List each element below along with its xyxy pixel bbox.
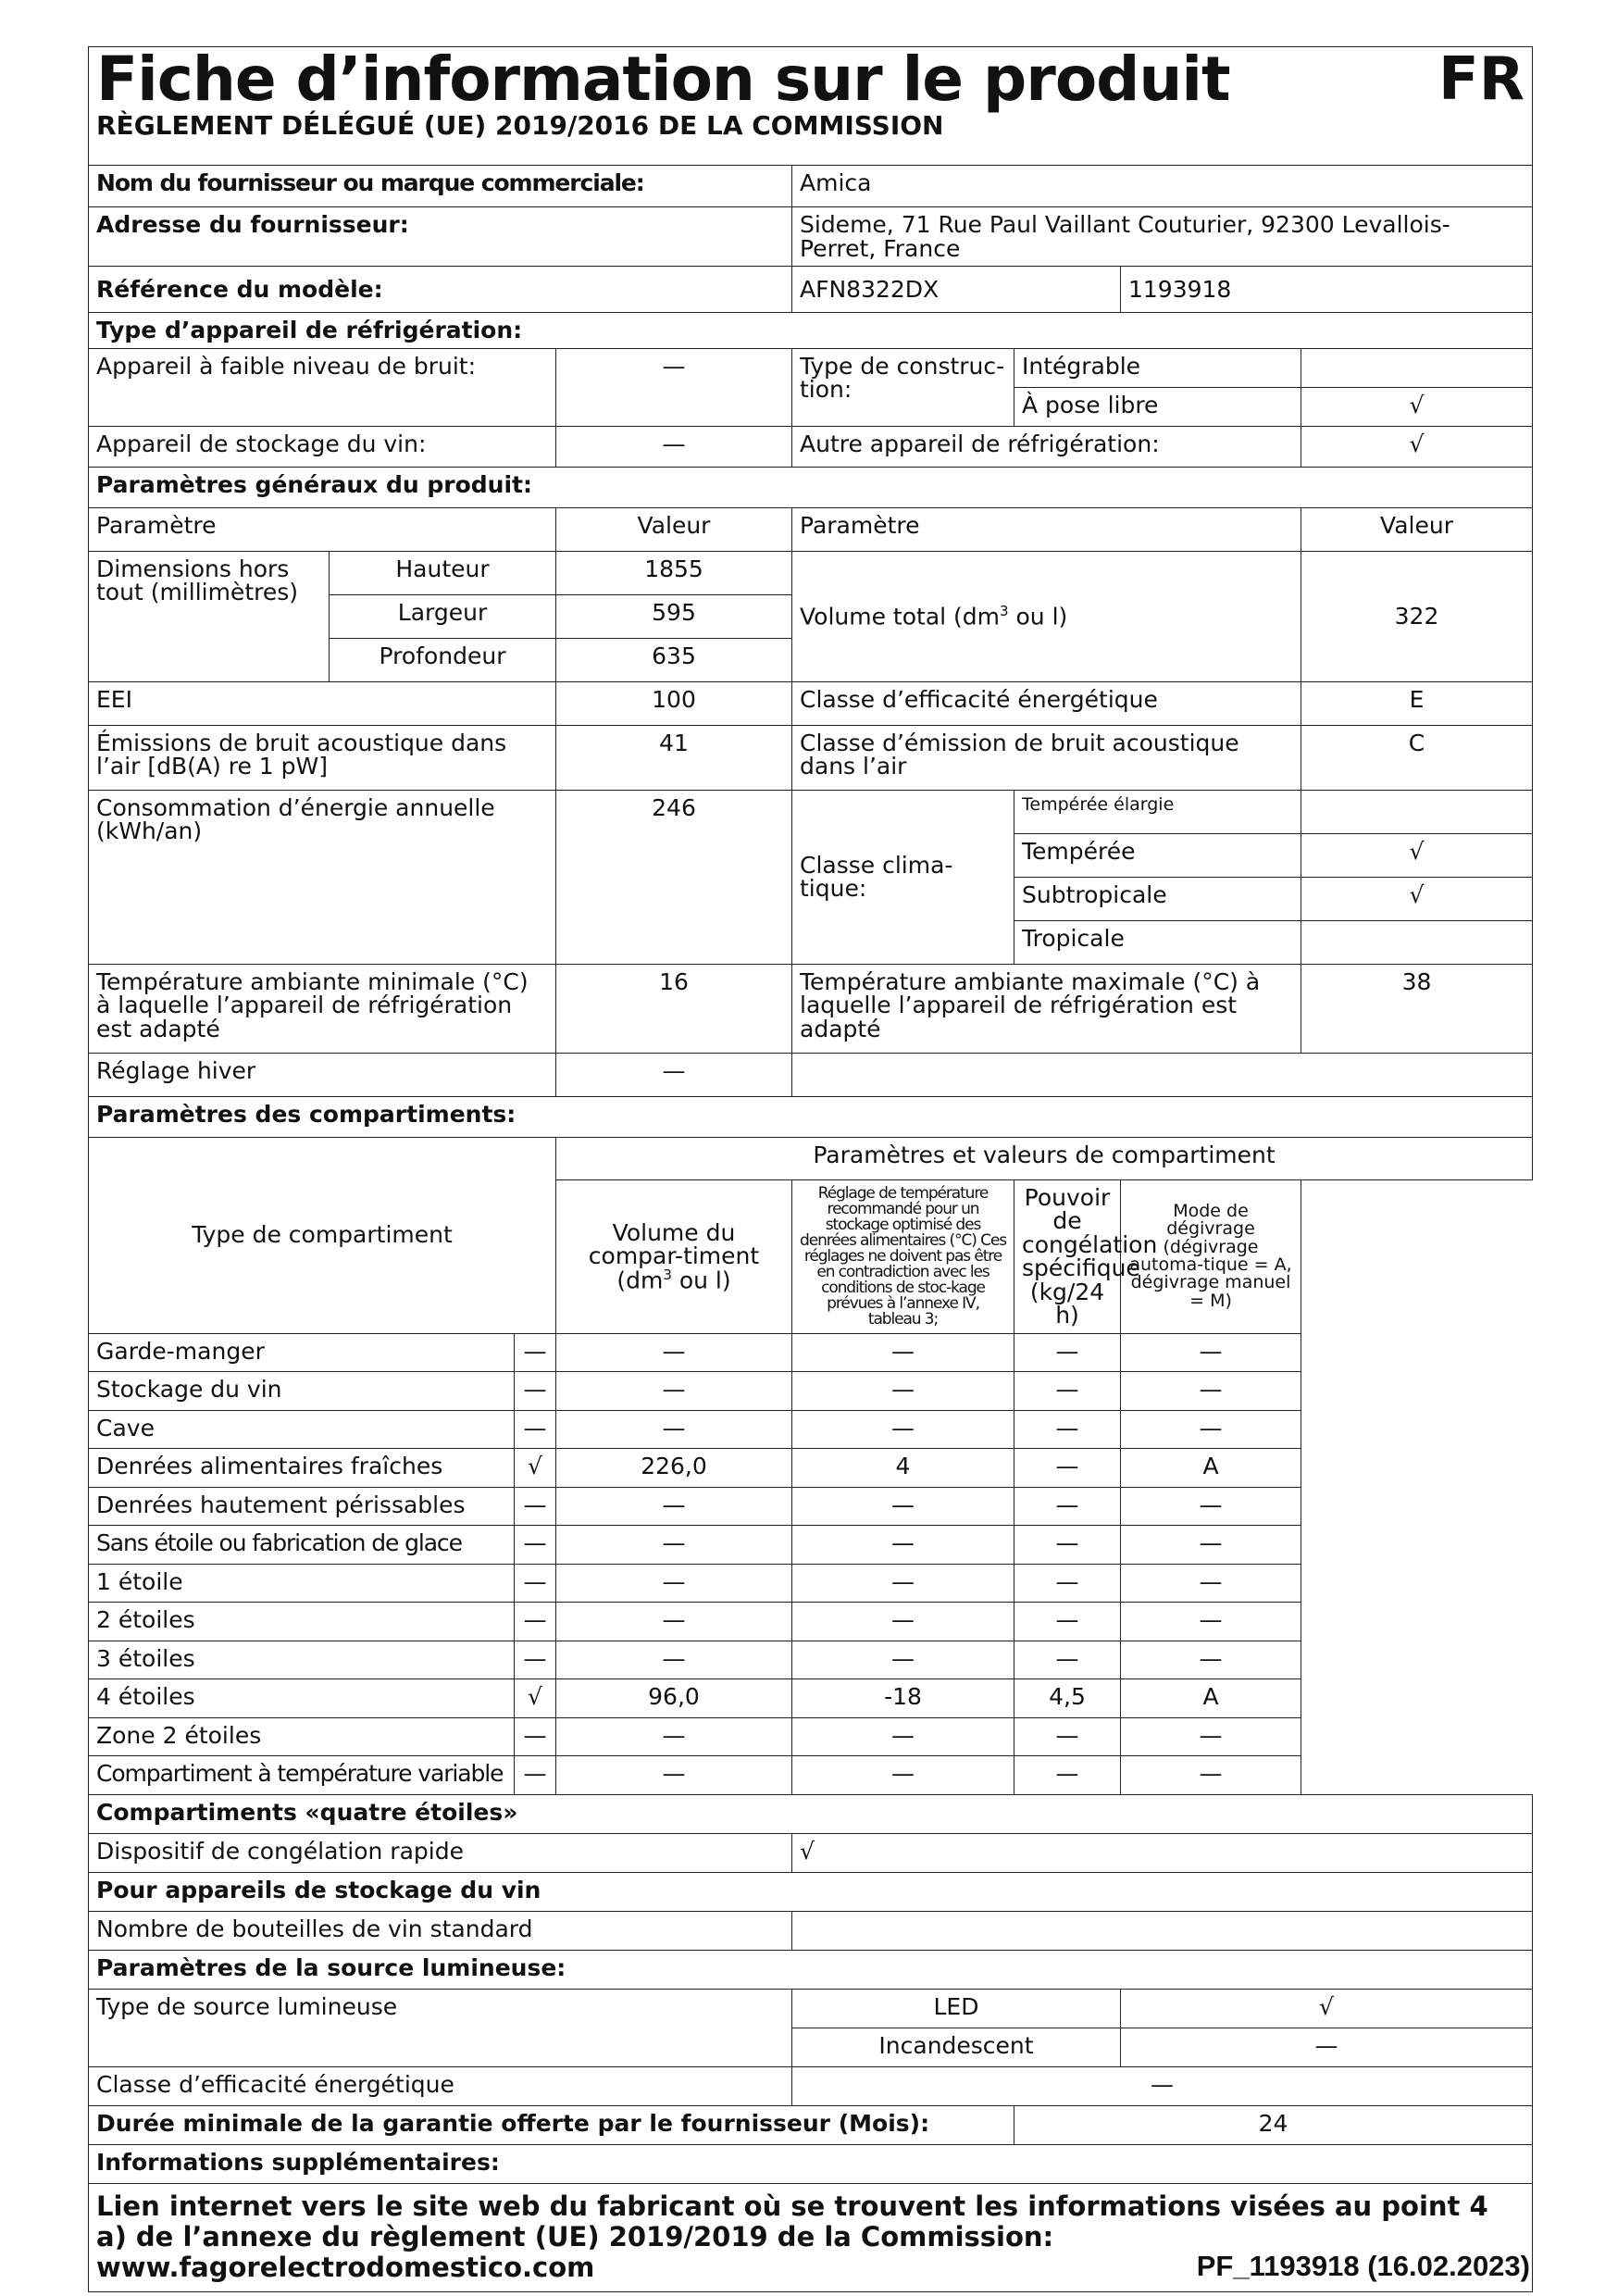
param-header-right: Paramètre: [792, 507, 1301, 551]
compartment-params-header: Paramètres et valeurs de compartiment: [556, 1137, 1533, 1179]
led-label: LED: [792, 1989, 1121, 2028]
height-value: 1855: [556, 551, 792, 594]
climate-subtropical-label: Subtropicale: [1014, 877, 1301, 920]
light-class-value: —: [792, 2066, 1533, 2105]
rapid-freeze-value: √: [792, 1833, 1533, 1872]
compartment-defrost-mode: —: [1121, 1372, 1301, 1411]
depth-value: 635: [556, 638, 792, 681]
compartment-name: 3 étoiles: [89, 1641, 515, 1679]
compartment-defrost-mode: —: [1121, 1526, 1301, 1565]
incandescent-label: Incandescent: [792, 2028, 1121, 2066]
light-section: Paramètres de la source lumineuse:: [89, 1950, 1533, 1989]
compartment-name: Stockage du vin: [89, 1372, 515, 1411]
compartment-row: [89, 1526, 1533, 1565]
compartment-volume: —: [556, 1717, 792, 1756]
compartment-row: [89, 1717, 1533, 1756]
compartment-temperature: —: [792, 1410, 1014, 1449]
wine-appliance-label: Appareil de stockage du vin:: [89, 426, 556, 467]
defrost-mode-header: Mode de dégivrage (dégivrage automa-tique = A, dégivrage manuel = M): [1121, 1179, 1301, 1333]
incandescent-value: —: [1121, 2028, 1533, 2066]
compartment-type-header: Type de compartiment: [89, 1137, 556, 1333]
compartment-volume: —: [556, 1756, 792, 1795]
info-table: [88, 46, 1533, 2292]
builtin-value: [1301, 348, 1533, 387]
climate-extended-temperate-label: Tempérée élargie: [1014, 790, 1301, 833]
wine-bottles-label: Nombre de bouteilles de vin standard: [89, 1911, 792, 1950]
product-information-sheet: [88, 46, 1532, 2292]
noise-class-label: Classe d’émission de bruit acoustique dans l’air: [792, 725, 1301, 790]
climate-subtropical-value: √: [1301, 877, 1533, 920]
compartment-volume: —: [556, 1333, 792, 1372]
supplier-name-label: Nom du fournisseur ou marque commerciale:: [89, 166, 792, 207]
compartment-name: Sans étoile ou fabrication de glace: [89, 1526, 515, 1565]
compartment-volume: —: [556, 1372, 792, 1411]
compartment-freezing-capacity: —: [1014, 1641, 1121, 1679]
eei-value: 100: [556, 681, 792, 725]
supplier-name-value: Amica: [792, 166, 1533, 207]
compartment-volume: 96,0: [556, 1679, 792, 1718]
compartment-freezing-capacity: —: [1014, 1603, 1121, 1641]
compartment-volume: —: [556, 1410, 792, 1449]
energy-class-value: E: [1301, 681, 1533, 725]
led-value: √: [1121, 1989, 1533, 2028]
compartment-defrost-mode: —: [1121, 1333, 1301, 1372]
compartment-name: Compartiment à température variable: [89, 1756, 515, 1795]
compartment-freezing-capacity: —: [1014, 1756, 1121, 1795]
compartment-defrost-mode: —: [1121, 1564, 1301, 1603]
compartment-present: —: [515, 1333, 556, 1372]
winter-setting-label: Réglage hiver: [89, 1053, 556, 1096]
climate-extended-temperate-value: [1301, 790, 1533, 833]
value-header-right: Valeur: [1301, 507, 1533, 551]
compartment-temperature: —: [792, 1603, 1014, 1641]
compartment-present: √: [515, 1449, 556, 1488]
page-title: Fiche d’information sur le produit: [96, 44, 1230, 115]
eei-label: EEI: [89, 681, 556, 725]
compartment-name: 4 étoiles: [89, 1679, 515, 1718]
compartment-volume: 226,0: [556, 1449, 792, 1488]
title-block: [89, 44, 1533, 166]
annual-consumption-value: 246: [556, 790, 792, 964]
compartment-volume: —: [556, 1487, 792, 1526]
extra-info-section: Informations supplémentaires:: [89, 2144, 1533, 2183]
compartment-temperature: 4: [792, 1449, 1014, 1488]
warranty-value: 24: [1014, 2105, 1533, 2144]
compartment-name: Cave: [89, 1410, 515, 1449]
volume-header: Volume du compar-timent ($dm^3$ ou l): [556, 1179, 792, 1333]
low-noise-label: Appareil à faible niveau de bruit:: [89, 348, 556, 426]
climate-class-label: Classe clima-tique:: [792, 790, 1014, 964]
compartment-name: 1 étoile: [89, 1564, 515, 1603]
model-label: Référence du modèle:: [89, 267, 792, 313]
compartment-row: [89, 1410, 1533, 1449]
compartment-present: —: [515, 1717, 556, 1756]
compartment-present: —: [515, 1756, 556, 1795]
compartment-name: Garde-manger: [89, 1333, 515, 1372]
compartment-freezing-capacity: —: [1014, 1526, 1121, 1565]
width-label: Largeur: [330, 594, 556, 638]
compartment-freezing-capacity: —: [1014, 1717, 1121, 1756]
compartment-volume: —: [556, 1641, 792, 1679]
climate-tropical-label: Tropicale: [1014, 920, 1301, 964]
total-volume-label: Volume total ($dm^3$ ou l): [792, 551, 1301, 681]
compartment-rows: [89, 1333, 1533, 1794]
manufacturer-link-text: Lien internet vers le site web du fabricant où se trouvent les informations visées au point 4 a) de l’annexe du règlement (UE) 2019/2019 de la Commission: www.fagorelectrodomestico.com: [89, 2183, 1533, 2291]
compartment-defrost-mode: A: [1121, 1679, 1301, 1718]
compartment-temperature: —: [792, 1564, 1014, 1603]
noise-emission-value: 41: [556, 725, 792, 790]
wine-section: Pour appareils de stockage du vin: [89, 1872, 1533, 1911]
freezing-capacity-header: Pouvoir de congélation spécifique (kg/24 h): [1014, 1179, 1121, 1333]
compartments-section: Paramètres des compartiments:: [89, 1096, 1533, 1137]
compartment-defrost-mode: —: [1121, 1717, 1301, 1756]
compartment-temperature: —: [792, 1526, 1014, 1565]
winter-setting-empty: [792, 1053, 1533, 1096]
freestanding-value: √: [1301, 387, 1533, 426]
width-value: 595: [556, 594, 792, 638]
compartment-freezing-capacity: —: [1014, 1372, 1121, 1411]
compartment-volume: —: [556, 1526, 792, 1565]
light-class-label: Classe d’efficacité énergétique: [89, 2066, 792, 2105]
compartment-name: 2 étoiles: [89, 1603, 515, 1641]
supplier-address-label: Adresse du fournisseur:: [89, 207, 792, 267]
compartment-row: [89, 1564, 1533, 1603]
warranty-label: Durée minimale de la garantie offerte par le fournisseur (Mois):: [89, 2105, 1014, 2144]
compartment-present: —: [515, 1603, 556, 1641]
compartment-volume: —: [556, 1603, 792, 1641]
value-header-left: Valeur: [556, 507, 792, 551]
compartment-temperature: —: [792, 1487, 1014, 1526]
document-code: PF_1193918 (16.02.2023): [1196, 2250, 1530, 2282]
noise-class-value: C: [1301, 725, 1533, 790]
compartment-defrost-mode: —: [1121, 1487, 1301, 1526]
dimensions-label: Dimensions hors tout (millimètres): [89, 551, 330, 681]
appliance-type-section: Type d’appareil de réfrigération:: [89, 313, 1533, 349]
rapid-freeze-label: Dispositif de congélation rapide: [89, 1833, 792, 1872]
total-volume-value: 322: [1301, 551, 1533, 681]
climate-temperate-value: √: [1301, 833, 1533, 877]
compartment-present: —: [515, 1564, 556, 1603]
noise-emission-label: Émissions de bruit acoustique dans l’air [dB(A) re 1 pW]: [89, 725, 556, 790]
temperature-setting-header: Réglage de température recommandé pour un stockage optimisé des denrées alimentaires (°C) Ces réglages ne doivent pas être en contradiction avec les conditions de stoc-kage prévues à l’annexe IV, tableau 3;: [792, 1179, 1014, 1333]
low-noise-value: —: [556, 348, 792, 426]
regulation-subtitle: RÈGLEMENT DÉLÉGUÉ (UE) 2019/2016 DE LA COMMISSION: [96, 110, 944, 142]
other-appliance-label: Autre appareil de réfrigération:: [792, 426, 1301, 467]
compartment-row: [89, 1449, 1533, 1488]
compartment-freezing-capacity: —: [1014, 1410, 1121, 1449]
wine-appliance-value: —: [556, 426, 792, 467]
compartment-defrost-mode: —: [1121, 1603, 1301, 1641]
wine-bottles-value: [792, 1911, 1533, 1950]
compartment-freezing-capacity: 4,5: [1014, 1679, 1121, 1718]
compartment-freezing-capacity: —: [1014, 1333, 1121, 1372]
compartment-freezing-capacity: —: [1014, 1449, 1121, 1488]
winter-setting-value: —: [556, 1053, 792, 1096]
compartment-temperature: -18: [792, 1679, 1014, 1718]
compartment-row: [89, 1641, 1533, 1679]
compartment-temperature: —: [792, 1372, 1014, 1411]
compartment-present: √: [515, 1679, 556, 1718]
annual-consumption-label: Consommation d’énergie annuelle (kWh/an): [89, 790, 556, 964]
compartment-row: [89, 1679, 1533, 1718]
compartment-row: [89, 1372, 1533, 1411]
builtin-label: Intégrable: [1014, 348, 1301, 387]
model-value: AFN8322DX: [792, 267, 1121, 313]
compartment-defrost-mode: —: [1121, 1410, 1301, 1449]
compartment-temperature: —: [792, 1756, 1014, 1795]
param-header-left: Paramètre: [89, 507, 556, 551]
compartment-present: —: [515, 1526, 556, 1565]
compartment-temperature: —: [792, 1333, 1014, 1372]
compartment-temperature: —: [792, 1641, 1014, 1679]
supplier-address-value: Sideme, 71 Rue Paul Vaillant Couturier, 92300 Levallois-Perret, France: [792, 207, 1533, 267]
compartment-temperature: —: [792, 1717, 1014, 1756]
compartment-present: —: [515, 1487, 556, 1526]
compartment-row: [89, 1333, 1533, 1372]
compartment-row: [89, 1487, 1533, 1526]
compartment-present: —: [515, 1372, 556, 1411]
other-appliance-value: √: [1301, 426, 1533, 467]
climate-tropical-value: [1301, 920, 1533, 964]
freestanding-label: À pose libre: [1014, 387, 1301, 426]
compartment-volume: —: [556, 1564, 792, 1603]
compartment-name: Zone 2 étoiles: [89, 1717, 515, 1756]
energy-class-label: Classe d’efficacité énergétique: [792, 681, 1301, 725]
compartment-defrost-mode: —: [1121, 1641, 1301, 1679]
light-type-label: Type de source lumineuse: [89, 1989, 792, 2066]
min-temp-label: Température ambiante minimale (°C) à laquelle l’appareil de réfrigération est adapté: [89, 964, 556, 1053]
min-temp-value: 16: [556, 964, 792, 1053]
compartment-freezing-capacity: —: [1014, 1564, 1121, 1603]
compartment-defrost-mode: —: [1121, 1756, 1301, 1795]
compartment-present: —: [515, 1641, 556, 1679]
height-label: Hauteur: [330, 551, 556, 594]
max-temp-label: Température ambiante maximale (°C) à laquelle l’appareil de réfrigération est adapté: [792, 964, 1301, 1053]
compartment-name: Denrées hautement périssables: [89, 1487, 515, 1526]
language-code: FR: [1438, 45, 1525, 115]
four-star-section: Compartiments «quatre étoiles»: [89, 1794, 1533, 1833]
model-code: 1193918: [1121, 267, 1533, 313]
compartment-name: Denrées alimentaires fraîches: [89, 1449, 515, 1488]
compartment-row: [89, 1603, 1533, 1641]
construction-type-label: Type de construc-tion:: [792, 348, 1014, 426]
depth-label: Profondeur: [330, 638, 556, 681]
compartment-defrost-mode: A: [1121, 1449, 1301, 1488]
max-temp-value: 38: [1301, 964, 1533, 1053]
general-section: Paramètres généraux du produit:: [89, 467, 1533, 507]
compartment-freezing-capacity: —: [1014, 1487, 1121, 1526]
climate-temperate-label: Tempérée: [1014, 833, 1301, 877]
compartment-present: —: [515, 1410, 556, 1449]
compartment-row: [89, 1756, 1533, 1795]
